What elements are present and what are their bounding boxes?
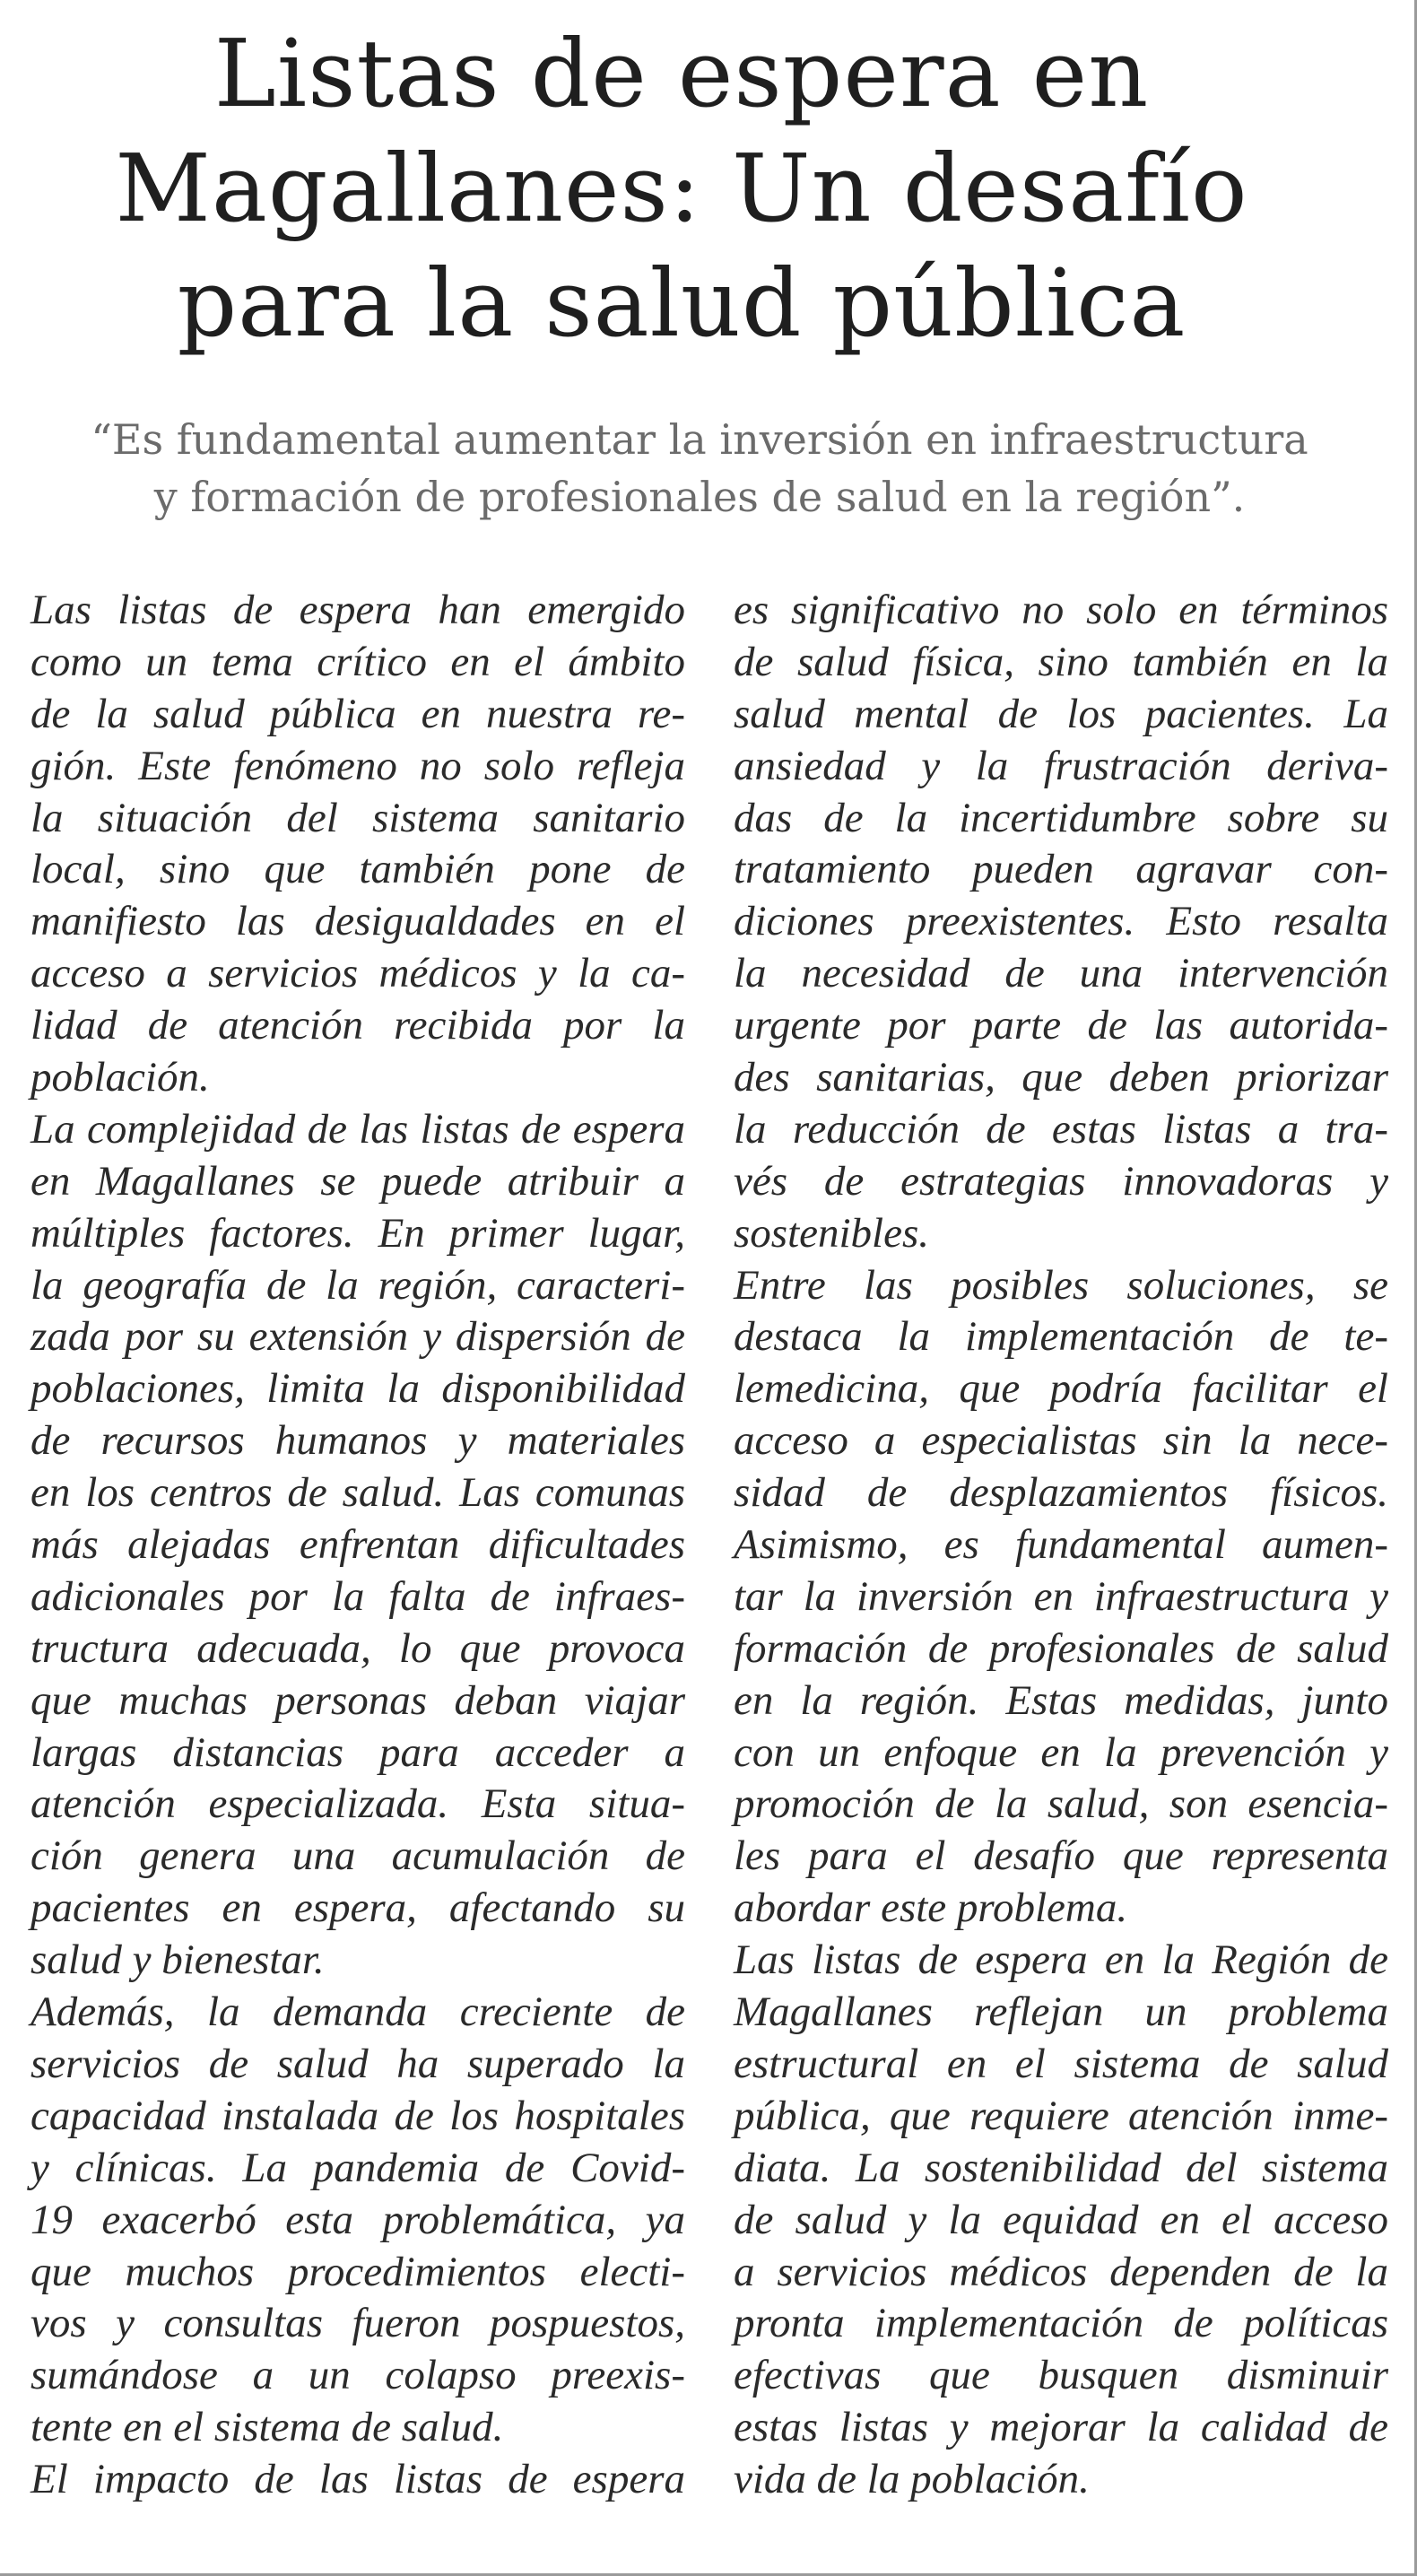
article-text-line: Magallanes reflejan un problema (734, 1989, 1388, 2036)
article-text-line: diciones preexistentes. Esto resalta (734, 898, 1388, 945)
article-text-line: les para el desafío que representa (734, 1832, 1388, 1880)
article-column-right (734, 585, 1388, 2506)
article-text-line: atención especializada. Esta situa- (30, 1780, 685, 1828)
pull-quote-line: y formación de profesionales de salud en la región”. (153, 473, 1246, 521)
pull-quote-line: “Es fundamental aumentar la inversión en infraestructura (91, 415, 1308, 464)
article-text-line: promoción de la salud, son esencia- (734, 1780, 1388, 1828)
article-text-line: efectivas que busquen disminuir (734, 2352, 1388, 2399)
article-text-line: formación de profesionales de salud (734, 1624, 1388, 1672)
article-text-line: la necesidad de una intervención (734, 950, 1388, 997)
article-text-line: de salud física, sino también en la (734, 638, 1388, 685)
article-text-line: Además, la demanda creciente de (30, 1989, 685, 2036)
article-text-line: como un tema crítico en el ámbito (30, 638, 685, 685)
article-text-line: acceso a especialistas sin la nece- (734, 1417, 1388, 1465)
article-text-line: salud y bienestar. (30, 1936, 325, 1984)
article-text-line: destaca la implementación de te- (734, 1313, 1388, 1361)
article-text-line: estructural en el sistema de salud (734, 2040, 1388, 2087)
article-text-line: en la región. Estas medidas, junto (734, 1676, 1388, 1724)
article-text-line: Las listas de espera en la Región de (734, 1936, 1388, 1984)
headline-line: para la salud pública (177, 248, 1187, 358)
pull-quote (27, 411, 1372, 526)
article-text-line: sidad de desplazamientos físicos. (734, 1469, 1388, 1517)
article-text-line: local, sino que también pone de (30, 846, 685, 893)
article-text-line: La complejidad de las listas de espera (30, 1105, 685, 1153)
article-text-line: vés de estrategias innovadoras y (734, 1157, 1388, 1205)
article-text-line: pronta implementación de políticas (734, 2300, 1388, 2347)
article-text-line: tente en el sistema de salud. (30, 2404, 504, 2451)
article-text-line: gión. Este fenómeno no solo refleja (30, 742, 685, 789)
article-text-line: y clínicas. La pandemia de Covid- (30, 2144, 685, 2191)
article-text-line: vida de la población. (734, 2456, 1090, 2503)
article-column-left (30, 585, 685, 2506)
article-text-line: urgente por parte de las autorida- (734, 1002, 1388, 1049)
article-text-line: poblaciones, limita la disponibilidad (30, 1365, 685, 1413)
article-text-line: pública, que requiere atención inme- (734, 2092, 1388, 2139)
article-text-line: adicionales por la falta de infraes- (30, 1572, 685, 1620)
article-text-line: en los centros de salud. Las comunas (30, 1469, 685, 1517)
article-text-line: capacidad instalada de los hospitales (30, 2092, 685, 2139)
article-text-line: largas distancias para acceder a (30, 1728, 685, 1776)
article-text-line: tructura adecuada, lo que provoca (30, 1624, 685, 1672)
article-text-line: en Magallanes se puede atribuir a (30, 1157, 685, 1205)
article-text-line: ción genera una acumulación de (30, 1832, 685, 1880)
article-text-line: tratamiento pueden agravar con- (734, 846, 1388, 893)
article-text-line: pacientes en espera, afectando su (30, 1884, 685, 1932)
article-text-line: tar la inversión en infraestructura y (734, 1572, 1388, 1620)
article-text-line: es significativo no solo en términos (734, 587, 1388, 633)
article-text-line: con un enfoque en la prevención y (734, 1728, 1388, 1776)
article-text-line: que muchos procedimientos electi- (30, 2248, 685, 2295)
article-text-line: estas listas y mejorar la calidad de (734, 2404, 1388, 2451)
article-text-line: de la salud pública en nuestra re- (30, 690, 685, 737)
article-text-line: des sanitarias, que deben priorizar (734, 1054, 1388, 1101)
article-text-line: múltiples factores. En primer lugar, (30, 1209, 685, 1257)
article-text-line: sumándose a un colapso preexis- (30, 2352, 685, 2399)
article-text-line: servicios de salud ha superado la (30, 2040, 685, 2087)
article-text-line: abordar este problema. (734, 1884, 1128, 1932)
article-text-line: ansiedad y la frustración deriva- (734, 742, 1388, 789)
headline (54, 16, 1309, 361)
article-text-line: acceso a servicios médicos y la ca- (30, 950, 685, 997)
article-text-line: diata. La sostenibilidad del sistema (734, 2144, 1388, 2191)
article-text-line: Entre las posibles soluciones, se (734, 1261, 1388, 1309)
article-text-line: 19 exacerbó esta problemática, ya (30, 2196, 685, 2243)
article-text-line: población. (30, 1054, 210, 1101)
article-text-line: manifiesto las desigualdades en el (30, 898, 685, 945)
article-text-line: Las listas de espera han emergido (30, 587, 685, 633)
article-text-line: a servicios médicos dependen de la (734, 2248, 1388, 2295)
article-text-line: la reducción de estas listas a tra- (734, 1105, 1388, 1153)
article-text-line: Asimismo, es fundamental aumen- (734, 1521, 1388, 1569)
article-text-line: de recursos humanos y materiales (30, 1417, 685, 1465)
article-text-line: lidad de atención recibida por la (30, 1002, 685, 1049)
article-text-line: de salud y la equidad en el acceso (734, 2196, 1388, 2243)
article-text-line: salud mental de los pacientes. La (734, 690, 1388, 737)
article-text-line: vos y consultas fueron pospuestos, (30, 2300, 685, 2347)
article-text-line: lemedicina, que podría facilitar el (734, 1365, 1388, 1413)
article-text-line: más alejadas enfrentan dificultades (30, 1521, 685, 1569)
article-text-line: sostenibles. (734, 1209, 930, 1257)
article-text-line: la geografía de la región, caracteri- (30, 1261, 685, 1309)
article-text-line: El impacto de las listas de espera (30, 2456, 685, 2503)
article-text-line: la situación del sistema sanitario (30, 794, 685, 841)
headline-line: Magallanes: Un desafío (115, 134, 1248, 243)
article-text-line: das de la incertidumbre sobre su (734, 794, 1388, 841)
article-text-line: zada por su extensión y dispersión de (30, 1313, 685, 1361)
headline-line: Listas de espera en (213, 19, 1150, 128)
article-text-line: que muchas personas deban viajar (30, 1676, 685, 1724)
